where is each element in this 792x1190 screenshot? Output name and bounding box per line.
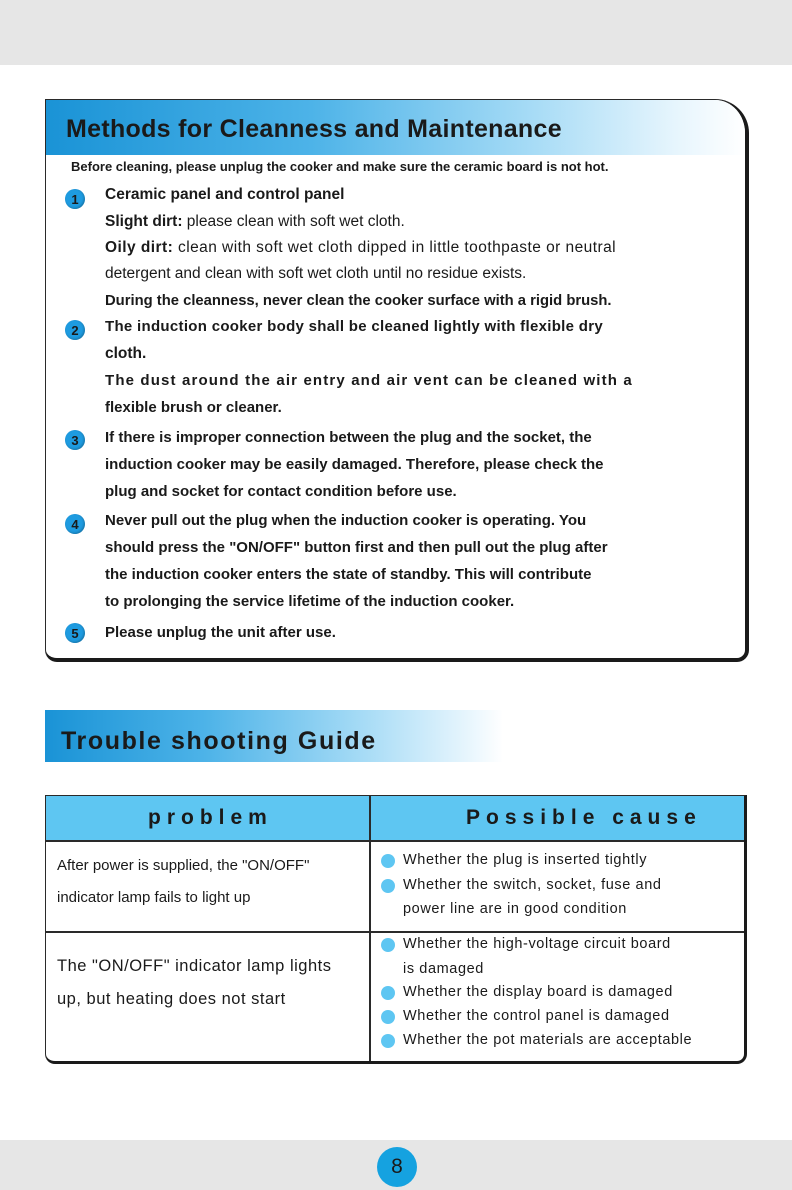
step-2-line-1: The induction cooker body shall be cleaned lightly with flexible dry [105, 318, 603, 335]
row-2-problem-line-1: The "ON/OFF" indicator lamp lights [57, 957, 332, 975]
row-2-cause-2: Whether the display board is damaged [403, 984, 673, 1000]
column-divider [369, 796, 371, 1064]
bullet-icon [381, 986, 395, 1000]
bullet-icon [381, 1034, 395, 1048]
cleaning-section-header [46, 100, 745, 155]
column-header-cause-label: Possible cause [466, 806, 702, 829]
row-1-cause-1: Whether the plug is inserted tightly [403, 852, 648, 868]
step-3-line-3: plug and socket for contact condition before use. [105, 483, 457, 500]
row-2-cause-1-cont: is damaged [403, 961, 484, 977]
cleaning-intro: Before cleaning, please unplug the cooker and make sure the ceramic board is not hot. [71, 159, 609, 174]
row-1-problem-line-1: After power is supplied, the "ON/OFF" [57, 857, 310, 874]
bullet-icon [381, 1010, 395, 1024]
step-number-badge: 3 [65, 430, 85, 450]
header-divider [46, 840, 747, 842]
column-header-problem-label: problem [148, 806, 273, 829]
step-3-line-2: induction cooker may be easily damaged. Therefore, please check the [105, 456, 604, 473]
step-1-warning: During the cleanness, never clean the cooker surface with a rigid brush. [105, 293, 612, 309]
troubleshooting-title: Trouble shooting Guide [61, 727, 377, 755]
step-number-badge: 2 [65, 320, 85, 340]
step-4-line-2: should press the "ON/OFF" button first and then pull out the plug after [105, 539, 608, 556]
step-number-badge: 1 [65, 189, 85, 209]
step-2-line-3: The dust around the air entry and air vent can be cleaned with a [105, 372, 633, 389]
row-divider [46, 931, 747, 933]
row-1-cause-2-cont: power line are in good condition [403, 901, 627, 917]
bullet-icon [381, 938, 395, 952]
step-4-line-4: to prolonging the service lifetime of the induction cooker. [105, 593, 515, 610]
troubleshooting-header [45, 710, 503, 762]
step-4-line-1: Never pull out the plug when the induction cooker is operating. You [105, 512, 587, 529]
step-1-oily-dirt [105, 238, 697, 258]
bullet-icon [381, 854, 395, 868]
troubleshooting-table [45, 795, 747, 1064]
slight-dirt-label: Slight dirt: [105, 213, 183, 230]
bullet-icon [381, 879, 395, 893]
slight-dirt-text: please clean with soft wet cloth. [182, 213, 405, 230]
column-header-problem [46, 796, 369, 840]
step-2-line-2: cloth. [105, 345, 147, 362]
step-1-slight-dirt [105, 212, 697, 232]
row-1-cause-2: Whether the switch, socket, fuse and [403, 877, 662, 893]
row-2-cause-1: Whether the high-voltage circuit board [403, 936, 671, 952]
page-number: 8 [377, 1147, 417, 1187]
oily-dirt-text: clean with soft wet cloth dipped in little toothpaste or neutral [173, 239, 617, 256]
oily-dirt-label: Oily dirt: [105, 239, 174, 256]
row-1-problem-line-2: indicator lamp fails to light up [57, 889, 251, 906]
step-1-heading: Ceramic panel and control panel [105, 186, 345, 203]
step-5-line-1: Please unplug the unit after use. [105, 624, 336, 641]
column-header-cause [370, 796, 747, 840]
row-2-cause-3: Whether the control panel is damaged [403, 1008, 670, 1024]
step-number-badge: 5 [65, 623, 85, 643]
row-2-problem-line-2: up, but heating does not start [57, 990, 286, 1008]
top-margin-band [0, 0, 792, 65]
step-1-oily-dirt-cont: detergent and clean with soft wet cloth until no residue exists. [105, 265, 527, 282]
step-2-line-4: flexible brush or cleaner. [105, 399, 282, 416]
row-2-cause-4: Whether the pot materials are acceptable [403, 1032, 693, 1048]
step-4-line-3: the induction cooker enters the state of standby. This will contribute [105, 566, 592, 583]
step-3-line-1: If there is improper connection between the plug and the socket, the [105, 429, 592, 446]
step-number-badge: 4 [65, 514, 85, 534]
cleaning-section-title: Methods for Cleanness and Maintenance [66, 115, 562, 143]
